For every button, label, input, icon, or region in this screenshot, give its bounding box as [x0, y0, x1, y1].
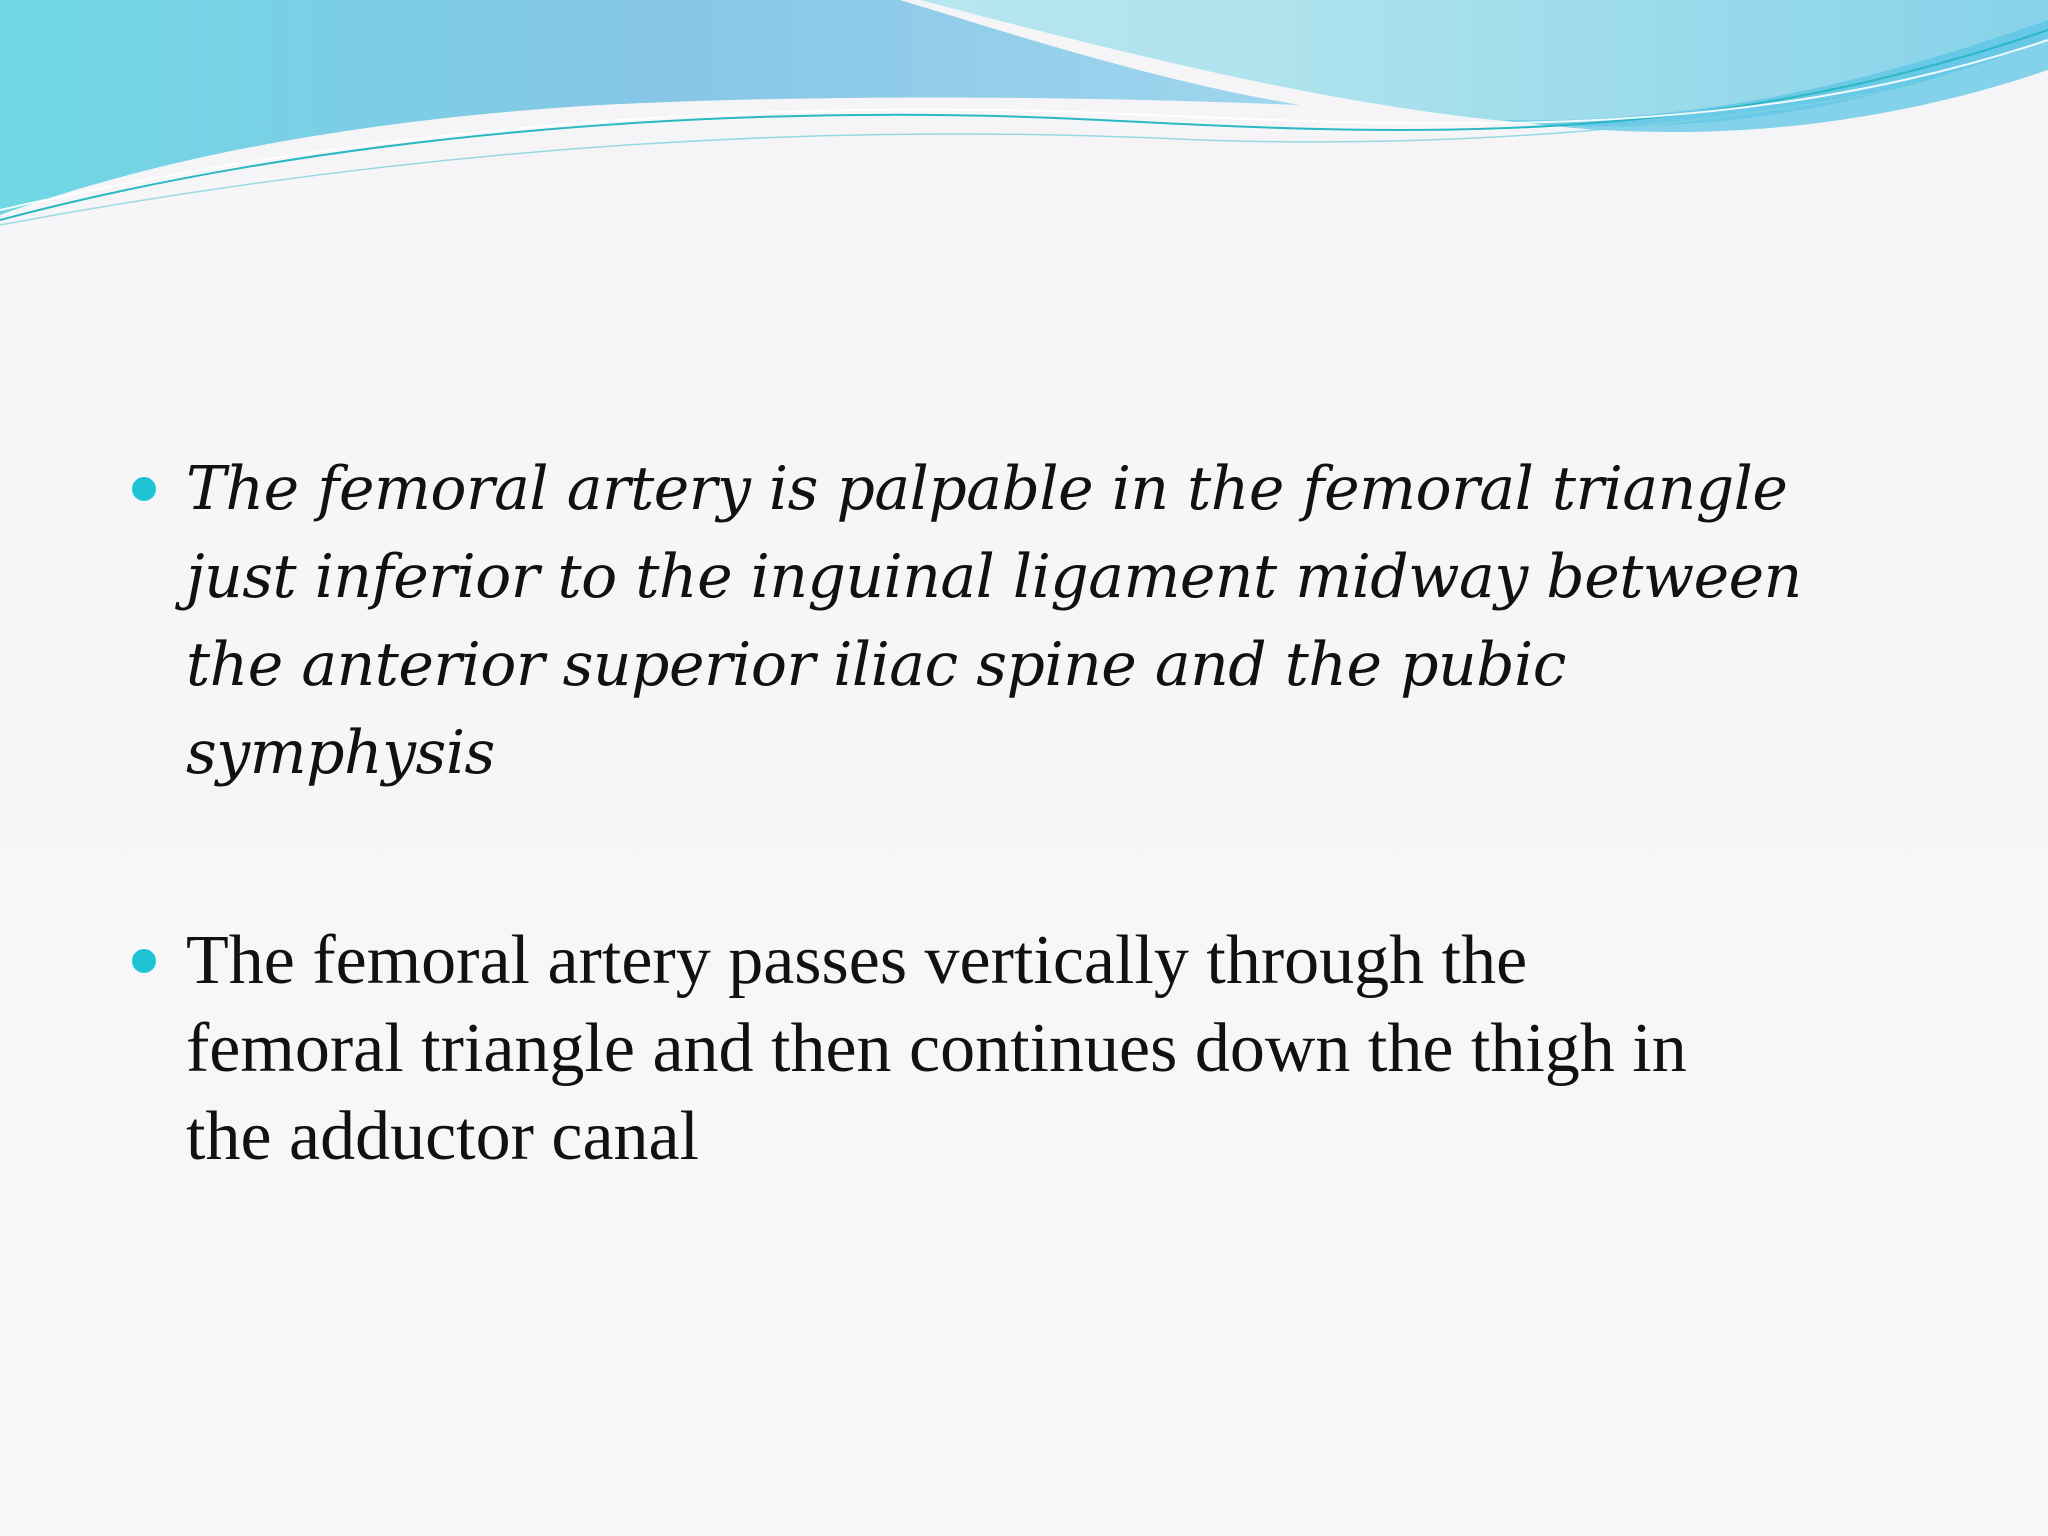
- bullet-line: the adductor canal: [186, 1098, 700, 1175]
- bullet-item-palpable: [130, 445, 1930, 797]
- bullet-line: The femoral artery passes vertically through the: [186, 922, 1528, 999]
- bullet-line: just inferior to the inguinal ligament midway between: [186, 542, 1802, 612]
- bullet-dot-icon: [132, 949, 156, 973]
- bullet-item-course: [130, 917, 1930, 1181]
- bullet-line: femoral triangle and then continues down the thigh in: [186, 1010, 1687, 1087]
- bullet-dot-icon: [132, 477, 156, 501]
- slide-body: [130, 445, 1930, 1181]
- header-wave-decoration: [0, 0, 2048, 240]
- bullet-line: symphysis: [186, 718, 495, 788]
- bullet-line: The femoral artery is palpable in the femoral triangle: [186, 454, 1788, 524]
- bullet-line: the anterior superior iliac spine and the pubic: [186, 630, 1566, 700]
